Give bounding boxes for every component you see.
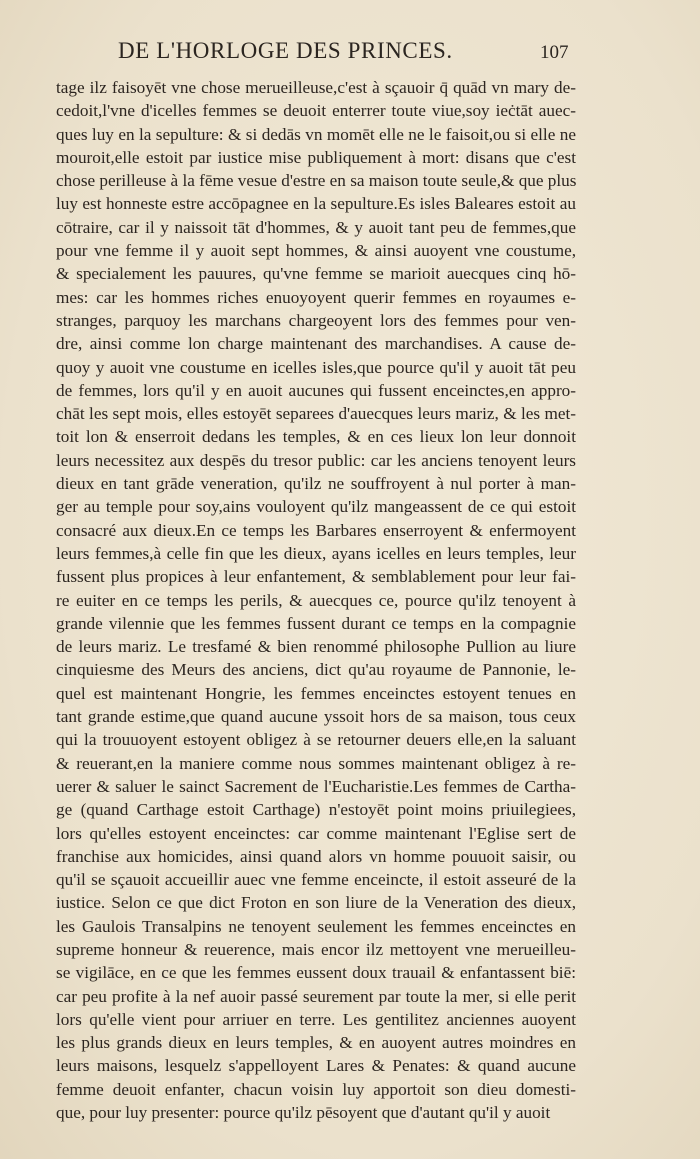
text-line: grande vilennie que les femmes fussent durant ce temps en la compagnie: [56, 613, 576, 633]
text-line: mouroit,elle estoit par iustice mise publiquement à mort: disans que c'est: [56, 147, 576, 167]
text-line: uerer & saluer le sainct Sacrement de l'Eucharistie.Les femmes de Cartha-: [56, 776, 576, 796]
page-number: 107: [540, 42, 569, 63]
text-line: quoy y auoit vne coustume en icelles isles,que pource qu'il y auoit tāt peu: [56, 357, 576, 377]
text-line: cōtraire, car il y naissoit tāt d'hommes, & y auoit tant peu de femmes,que: [56, 217, 576, 237]
text-line: chose perilleuse à la fēme vesue d'estre en sa maison toute seule,& que plus: [56, 171, 576, 191]
text-line: tant grande estime,que quand aucune yssoit hors de sa maison, tous ceux: [56, 707, 576, 727]
text-line: luy est honneste estre accōpagnee en la sepulture.Es isles Baleares estoit au: [56, 194, 576, 214]
text-line: car peu profite à la nef auoir passé seurement par toute la mer, si elle perit: [56, 986, 576, 1006]
text-line: toit lon & enserroit dedans les temples, & en ces lieux lon leur donnoit: [56, 427, 576, 447]
text-line: dieux en tant grāde veneration, qu'ilz ne souffroyent à nul porter à man-: [56, 474, 576, 494]
text-line: leurs maisons, lesquelz s'appelloyent Lares & Penates: & quand aucune: [56, 1056, 576, 1076]
text-line: leurs femmes,à celle fin que les dieux, ayans icelles en leurs temples, leur: [56, 543, 576, 563]
text-line: qui la trouuoyent estoyent obligez à se retourner deuers elle,en la saluant: [56, 730, 576, 750]
text-line: pour vne femme il y auoit sept hommes, & ainsi auoyent vne coustume,: [56, 241, 576, 261]
text-line: tage ilz faisoyēt vne chose merueilleuse,c'est à sçauoir q̄ quād vn mary de-: [56, 78, 576, 97]
text-line: franchise aux homicides, ainsi quand alors vn homme pouuoit saisir, ou: [56, 846, 576, 866]
text-line: se vigilāce, en ce que les femmes eussent doux trauail & enfantassent biē:: [56, 963, 576, 983]
text-line: supreme honneur & reuerence, mais encor ilz mettoyent vne merueilleu-: [56, 939, 576, 959]
text-line: cinquiesme des Meurs des anciens, dict qu'au royaume de Pannonie, le-: [56, 660, 576, 680]
text-line: & specialement les pauures, qu'vne femme se marioit auecques cinq hō-: [56, 264, 576, 284]
text-line: chāt les sept mois, elles estoyēt separees d'auecques leurs mariz, & les met-: [56, 404, 576, 424]
text-line: leurs necessitez aux despēs du tresor public: car les anciens tenoyent leurs: [56, 450, 576, 470]
text-line: iustice. Selon ce que dict Froton en son liure de la Veneration des dieux,: [56, 893, 576, 913]
text-line: ge (quand Carthage estoit Carthage) n'estoyēt point moins priuilegiees,: [56, 800, 576, 820]
text-line: cedoit,l'vne d'icelles femmes se deuoit enterrer toute viue,soy ieċtāt auec-: [56, 101, 576, 121]
text-line: les plus grands dieux en leurs temples, & en auoyent autres moindres en: [56, 1033, 576, 1053]
running-title: DE L'HORLOGE DES PRINCES.: [118, 38, 453, 63]
text-line: lors qu'elles estoyent enceinctes: car comme maintenant l'Eglise sert de: [56, 823, 576, 843]
text-line: lors qu'elle vient pour arriuer en terre. Les gentilitez anciennes auoyent: [56, 1009, 576, 1029]
body-text: [56, 76, 576, 1124]
text-line: stranges, parquoy les marchans chargeoyent lors des femmes pour ven-: [56, 310, 576, 330]
text-line: ques luy en la sepulture: & si dedās vn momēt elle ne le faisoit,ou si elle ne: [56, 124, 576, 144]
text-line: de femmes, lors qu'il y en auoit aucunes qui fussent enceinctes,en appro-: [56, 380, 576, 400]
text-line: que, pour luy presenter: pource qu'ilz pēsoyent que d'autant qu'il y auoit: [56, 1103, 551, 1123]
text-line: femme deuoit enfanter, chacun voisin luy apportoit son dieu domesti-: [56, 1079, 576, 1099]
text-line: ger au temple pour soy,ains vouloyent qu'ilz mangeassent de ce qui estoit: [56, 497, 576, 517]
text-line: consacré aux dieux.En ce temps les Barbares enserroyent & enfermoyent: [56, 520, 576, 540]
page-header: [0, 38, 700, 68]
text-line: fussent plus propices à leur enfantement, & semblablement pour leur fai-: [56, 567, 576, 587]
text-line: mes: car les hommes riches enuoyoyent querir femmes en royaumes e-: [56, 287, 576, 307]
text-line: les Gaulois Transalpins ne tenoyent seulement les femmes enceinctes en: [56, 916, 576, 936]
text-line: dre, ainsi comme lon charge maintenant des marchandises. A cause de-: [56, 334, 576, 354]
text-line: quel est maintenant Hongrie, les femmes enceinctes estoyent tenues en: [56, 683, 576, 703]
text-line: qu'il se sçauoit accueillir auec vne femme enceincte, il estoit asseuré de la: [56, 870, 576, 890]
text-line: & reuerant,en la maniere comme nous sommes maintenant obligez à re-: [56, 753, 576, 773]
text-line: re euiter en ce temps les perils, & auecques ce, pource qu'ilz tenoyent à: [56, 590, 576, 610]
text-line: de leurs mariz. Le tresfamé & bien renommé philosophe Pullion au liure: [56, 637, 576, 657]
